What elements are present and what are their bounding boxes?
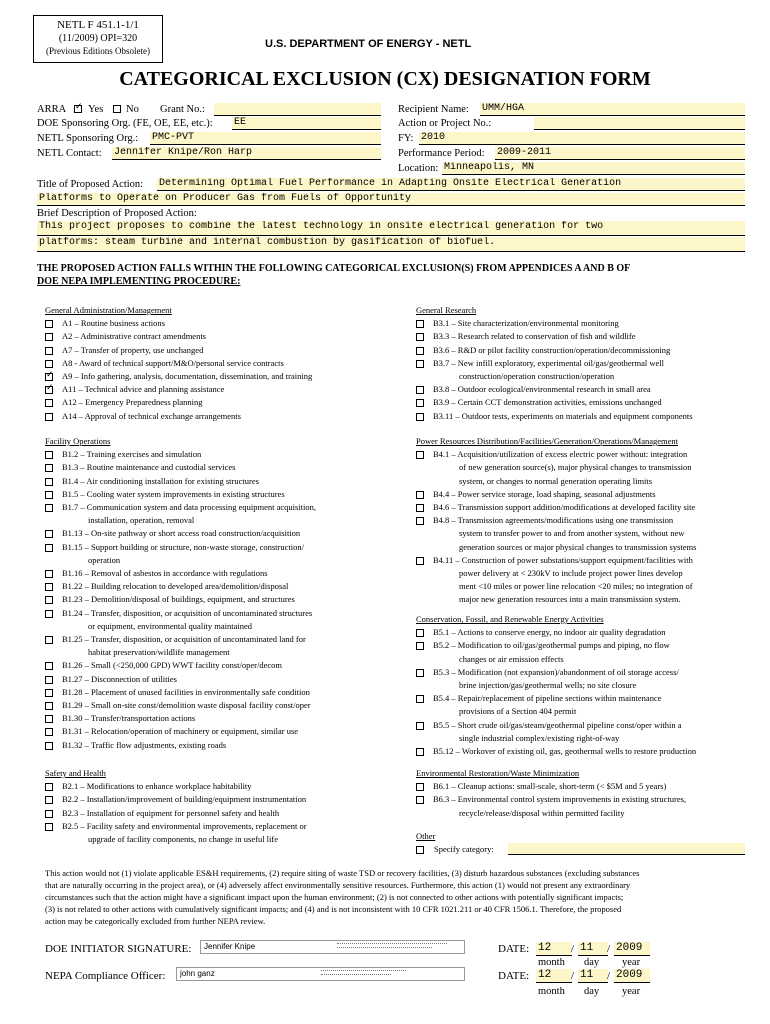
other-specify-field[interactable] [508, 843, 745, 855]
general-admin-item-label: A1 – Routine business actions [62, 318, 165, 329]
facility-operations-item-label: B1.22 – Building relocation to developed area/demolition/disposal [62, 581, 289, 592]
conservation-fossil-renewable-item-label: B5.1 – Actions to conserve energy, no indoor air quality degradation [433, 627, 666, 638]
action-field[interactable] [534, 117, 745, 130]
statement-line1: THE PROPOSED ACTION FALLS WITHIN THE FOLLOWING CATEGORICAL EXCLUSION(S) FROM APPENDICES A AND B OF [37, 263, 631, 274]
power-resources-item-label: major new generation resources into a main transmission system. [459, 594, 681, 605]
doe-org-field[interactable]: EE [232, 117, 381, 130]
facility-operations-item-label: B1.2 – Training exercises and simulation [62, 449, 202, 460]
date1-month-caption: month [538, 957, 565, 968]
netl-org-field[interactable]: PMC-PVT [150, 132, 381, 145]
facility-operations-checkbox[interactable] [45, 662, 53, 670]
conservation-fossil-renewable-item-label: single industrial complex/existing right-of-way [459, 732, 620, 743]
digital-signature-mark [337, 943, 447, 946]
facility-operations-item-label: B1.16 – Removal of asbestos in accordance with regulations [62, 568, 268, 578]
conservation-fossil-renewable-checkbox[interactable] [416, 722, 424, 730]
facility-operations-item-label: B1.32 – Traffic flow adjustments, existing roads [62, 739, 227, 750]
conservation-fossil-renewable-checkbox[interactable] [416, 629, 424, 637]
environmental-restoration-item-label: recycle/release/disposal within permitted facility [459, 807, 625, 818]
netl-contact-field[interactable]: Jennifer Knipe/Ron Harp [112, 147, 381, 160]
safety-and-health-item-label: B2.2 – Installation/improvement of building/equipment instrumentation [62, 794, 307, 805]
other-checkbox[interactable] [416, 846, 424, 854]
general-admin-checkbox[interactable] [45, 373, 53, 381]
initiator-name: Jennifer Knipe [204, 942, 256, 951]
facility-operations-checkbox[interactable] [45, 610, 53, 618]
power-resources-checkbox[interactable] [416, 491, 424, 499]
general-research-item-label: B3.7 – New infill exploratory, experimental oil/gas/geothermal well [433, 357, 665, 368]
location-label: Location: [398, 163, 439, 174]
safety-and-health-checkbox[interactable] [45, 783, 53, 791]
disclaimer-line: (3) is not related to other actions with cumulatively significant impacts; and (4) and is not inconsistent with 10 CFR 1021.211 or 40 CFR 1506.1. Therefore, the proposed [45, 904, 622, 914]
initiator-signature-label: DOE INITIATOR SIGNATURE: [45, 943, 192, 955]
facility-operations-checkbox[interactable] [45, 689, 53, 697]
conservation-fossil-renewable-item-label: B5.12 – Workover of existing oil, gas, geothermal wells to restore production [433, 746, 697, 756]
general-admin-checkbox[interactable] [45, 320, 53, 328]
general-admin-checkbox[interactable] [45, 333, 53, 341]
general-research-item-label: construction/operation construction/operation [459, 371, 615, 381]
disclaimer-line: that are naturally occurring in the project area), or (4) adversely affect environmentally sensitive resources. Furthermore, this action (1) would not present any extraordinary [45, 880, 631, 890]
title-field-line2[interactable]: Platforms to Operate on Producer Gas from Fuels of Opportunity [37, 193, 745, 206]
facility-operations-item-label: B1.29 – Small on-site const/demolition waste disposal facility const/oper [62, 700, 311, 710]
facility-operations-item-label: B1.27 – Disconnection of utilities [62, 673, 177, 684]
facility-operations-item-label: B1.15 – Support building or structure, non-waste storage, construction/ [62, 541, 304, 552]
digital-signature-mark [321, 970, 406, 973]
environmental-restoration-item-label: B6.1 – Cleanup actions: small-scale, short-term (< $5M and 5 years) [433, 781, 667, 792]
general-admin-section-title: General Administration/Management [45, 305, 172, 315]
power-resources-item-label: generation sources or major physical changes to transmission systems [459, 541, 697, 552]
arra-no-checkbox[interactable] [113, 105, 121, 113]
officer-name: john ganz [180, 969, 215, 978]
general-research-item-label: B3.3 – Research related to conservation of fish and wildlife [433, 331, 636, 342]
location-field[interactable]: Minneapolis, MN [442, 162, 745, 175]
disclaimer-line: circumstances such that the action might have a significant impact upon the human environment; (2) is not connected to other actions with potentially significant impacts; [45, 892, 624, 902]
facility-operations-checkbox[interactable] [45, 728, 53, 736]
netl-contact-label: NETL Contact: [37, 148, 102, 159]
digital-signature-mark [321, 974, 391, 977]
general-admin-checkbox[interactable] [45, 347, 53, 355]
conservation-fossil-renewable-item-label: B5.2 – Modification to oil/gas/geothermal pumps and piping, no flow [433, 640, 670, 651]
safety-and-health-section-title: Safety and Health [45, 768, 106, 778]
general-admin-checkbox[interactable] [45, 399, 53, 407]
date1-year-caption: year [622, 957, 641, 968]
general-admin-item-label: A8 - Award of technical support/M&O/personal service contracts [62, 357, 284, 368]
facility-operations-item-label: B1.25 – Transfer, disposition, or acquisition of uncontaminated land for [62, 634, 306, 644]
safety-and-health-checkbox[interactable] [45, 823, 53, 831]
period-label: Performance Period: [398, 148, 485, 159]
facility-operations-item-label: B1.28 – Placement of unused facilities in environmentally safe condition [62, 686, 310, 697]
general-admin-item-label: A12 – Emergency Preparedness planning [62, 397, 203, 408]
date1-month-field[interactable]: 12 [536, 942, 572, 956]
facility-operations-checkbox[interactable] [45, 676, 53, 684]
conservation-fossil-renewable-checkbox[interactable] [416, 642, 424, 650]
disclaimer-line: action may be categorically excluded from further NEPA review. [45, 916, 266, 926]
facility-operations-checkbox[interactable] [45, 504, 53, 512]
facility-operations-item-label: B1.7 – Communication system and data processing equipment acquisition, [62, 502, 317, 512]
date2-day-field[interactable]: 11 [578, 969, 608, 983]
facility-operations-item-label: or equipment, environmental quality maintained [88, 620, 253, 631]
recipient-label: Recipient Name: [398, 104, 469, 115]
conservation-fossil-renewable-item-label: B5.4 – Repair/replacement of pipeline sections within maintenance [433, 693, 662, 704]
general-research-checkbox[interactable] [416, 386, 424, 394]
arra-label: ARRA [37, 104, 67, 115]
disclaimer-line: This action would not (1) violate applicable ES&H requirements, (2) require siting of waste TSD or recovery facilities, (3) disturb hazardous substances (excluding substances [45, 868, 640, 878]
facility-operations-item-label: B1.5 – Cooling water system improvements in existing structures [62, 488, 285, 499]
facility-operations-section-title: Facility Operations [45, 436, 111, 446]
facility-operations-checkbox[interactable] [45, 715, 53, 723]
facility-operations-checkbox[interactable] [45, 596, 53, 604]
facility-operations-checkbox[interactable] [45, 742, 53, 750]
general-research-item-label: B3.8 – Outdoor ecological/environmental research in small area [433, 384, 651, 395]
page-title: CATEGORICAL EXCLUSION (CX) DESIGNATION FORM [119, 68, 651, 90]
form-note: (Previous Editions Obsolete) [46, 46, 150, 56]
safety-and-health-item-label: B2.1 – Modifications to enhance workplace habitability [62, 781, 252, 792]
initiator-signature-field[interactable] [200, 940, 465, 954]
date1-sep: / [607, 943, 611, 955]
brief-label: Brief Description of Proposed Action: [37, 208, 197, 219]
period-field[interactable]: 2009-2011 [495, 147, 745, 160]
recipient-field[interactable]: UMM/HGA [480, 103, 745, 116]
facility-operations-checkbox[interactable] [45, 530, 53, 538]
agency-name: U.S. DEPARTMENT OF ENERGY - NETL [265, 38, 472, 50]
environmental-restoration-checkbox[interactable] [416, 783, 424, 791]
arra-yes-label: Yes [88, 104, 104, 115]
facility-operations-checkbox[interactable] [45, 464, 53, 472]
power-resources-item-label: power delivery at < 230kV to include project power lines develop [459, 568, 683, 578]
disclaimer [45, 867, 639, 927]
conservation-fossil-renewable-checkbox[interactable] [416, 669, 424, 677]
power-resources-section-title: Power Resources Distribution/Facilities/Generation/Operations/Management [416, 436, 679, 446]
power-resources-checkbox[interactable] [416, 557, 424, 565]
title-label: Title of Proposed Action: [37, 179, 144, 190]
general-admin-item-label: A11 – Technical advice and planning assistance [62, 384, 225, 395]
facility-operations-item-label: B1.4 – Air conditioning installation for existing structures [62, 475, 259, 486]
safety-and-health-checkbox[interactable] [45, 796, 53, 804]
brief-field-line1[interactable]: This project proposes to combine the latest technology in onsite electrical generation for two [37, 221, 745, 236]
facility-operations-item-label: B1.31 – Relocation/operation of machinery or equipment, similar use [62, 726, 299, 737]
facility-operations-item-label: B1.23 – Demolition/disposal of buildings, equipment, and structures [62, 594, 295, 605]
brief-field-line2[interactable]: platforms: steam turbine and internal combustion by gasification of biofuel. [37, 237, 745, 252]
facility-operations-checkbox[interactable] [45, 636, 53, 644]
general-research-section-title: General Research [416, 305, 477, 315]
general-admin-checkbox[interactable] [45, 360, 53, 368]
general-research-checkbox[interactable] [416, 360, 424, 368]
arra-no-label: No [126, 104, 139, 115]
fy-label: FY: [398, 133, 414, 144]
date1-day-field[interactable]: 11 [578, 942, 608, 956]
general-research-checkbox[interactable] [416, 347, 424, 355]
date2-year-caption: year [622, 986, 641, 997]
general-research-item-label: B3.6 – R&D or pilot facility construction/operation/decommissioning [433, 344, 671, 355]
power-resources-item-label: ment <10 miles or power line relocation <20 miles; no integration of [459, 581, 693, 592]
environmental-restoration-item-label: B6.3 – Environmental control system improvements in existing structures, [433, 794, 687, 805]
facility-operations-item-label: B1.30 – Transfer/transportation actions [62, 713, 196, 724]
facility-operations-item-label: habitat preservation/wildlife management [88, 647, 230, 658]
statement-line2: DOE NEPA IMPLEMENTING PROCEDURE: [37, 276, 241, 287]
power-resources-item-label: of new generation source(s), major physical changes to transmission [459, 462, 692, 473]
general-research-item-label: B3.11 – Outdoor tests, experiments on materials and equipment components [433, 410, 693, 421]
general-research-item-label: B3.1 – Site characterization/environmental monitoring [433, 318, 619, 329]
facility-operations-item-label: B1.24 – Transfer, disposition, or acquisition of uncontaminated structures [62, 607, 313, 618]
general-research-checkbox[interactable] [416, 333, 424, 341]
date2-month-caption: month [538, 986, 565, 997]
power-resources-item-label: B4.11 – Construction of power substations/support equipment/facilities with [433, 554, 693, 565]
facility-operations-item-label: B1.13 – On-site pathway or short access road construction/acquisition [62, 528, 301, 539]
power-resources-item-label: system, or changes to normal generation operating limits [459, 475, 653, 486]
conservation-fossil-renewable-item-label: brine injection/gas/geothermal wells; no site closure [459, 680, 637, 690]
conservation-fossil-renewable-item-label: changes or air emission effects [459, 653, 564, 664]
facility-operations-checkbox[interactable] [45, 544, 53, 552]
conservation-fossil-renewable-item-label: B5.3 – Modification (not expansion)/abandonment of oil storage access/ [433, 666, 679, 677]
date2-label: DATE: [498, 970, 530, 982]
power-resources-item-label: B4.6 – Transmission support addition/modifications at developed facility site [433, 502, 696, 512]
action-label: Action or Project No.: [398, 118, 492, 129]
date1-sep: / [571, 943, 575, 955]
nepa-officer-signature-field[interactable] [176, 967, 465, 981]
form-number-box [33, 15, 163, 63]
general-admin-item-label: A9 – Info gathering, analysis, documentation, dissemination, and training [62, 371, 313, 381]
form-date: (11/2009) OPI=320 [58, 33, 138, 44]
safety-and-health-item-label: B2.5 – Facility safety and environmental improvements, replacement or [62, 820, 307, 831]
general-research-checkbox[interactable] [416, 320, 424, 328]
facility-operations-checkbox[interactable] [45, 570, 53, 578]
environmental-restoration-checkbox[interactable] [416, 796, 424, 804]
arra-yes-checkbox[interactable] [74, 105, 82, 113]
conservation-fossil-renewable-item-label: B5.5 – Short crude oil/gas/steam/geothermal pipeline const/oper within a [433, 719, 682, 730]
safety-and-health-item-label: upgrade of facility components, no change in useful life [88, 834, 279, 844]
other-specify-label: Specify category: [434, 844, 494, 854]
form-number: NETL F 451.1-1/1 [57, 19, 139, 31]
date1-year-field[interactable]: 2009 [614, 942, 650, 956]
conservation-fossil-renewable-item-label: provisions of a Section 404 permit [459, 706, 577, 717]
power-resources-checkbox[interactable] [416, 504, 424, 512]
general-research-checkbox[interactable] [416, 413, 424, 421]
power-resources-item-label: system to transfer power to and from another system, without new [459, 528, 685, 539]
facility-operations-checkbox[interactable] [45, 451, 53, 459]
safety-and-health-checkbox[interactable] [45, 810, 53, 818]
facility-operations-item-label: B1.26 – Small (<250,000 GPD) WWT facility const/oper/decom [62, 660, 283, 671]
fy-field[interactable]: 2010 [419, 132, 745, 145]
general-research-checkbox[interactable] [416, 399, 424, 407]
conservation-fossil-renewable-checkbox[interactable] [416, 695, 424, 703]
facility-operations-item-label: operation [88, 554, 121, 565]
facility-operations-checkbox[interactable] [45, 583, 53, 591]
facility-operations-checkbox[interactable] [45, 491, 53, 499]
power-resources-item-label: B4.1 – Acquisition/utilization of excess electric power without: integration [433, 449, 688, 460]
digital-signature-mark [337, 947, 432, 950]
general-admin-item-label: A14 – Approval of technical exchange arrangements [62, 410, 241, 421]
power-resources-checkbox[interactable] [416, 451, 424, 459]
general-research-item-label: B3.9 – Certain CCT demonstration activities, emissions unchanged [433, 397, 662, 408]
netl-org-label: NETL Sponsoring Org.: [37, 133, 139, 144]
facility-operations-checkbox[interactable] [45, 702, 53, 710]
power-resources-checkbox[interactable] [416, 517, 424, 525]
general-admin-checkbox[interactable] [45, 386, 53, 394]
date2-day-caption: day [584, 986, 600, 997]
general-admin-checkbox[interactable] [45, 413, 53, 421]
grant-label: Grant No.: [160, 104, 205, 115]
general-admin-item-label: A2 – Administrative contract amendments [62, 331, 206, 342]
facility-operations-item-label: installation, operation, removal [88, 515, 195, 526]
facility-operations-item-label: B1.3 – Routine maintenance and custodial services [62, 462, 236, 473]
other-section-title: Other [416, 831, 436, 841]
date2-year-field[interactable]: 2009 [614, 969, 650, 983]
grant-field[interactable] [214, 103, 381, 116]
power-resources-item-label: B4.8 – Transmission agreements/modifications using one transmission [433, 515, 674, 526]
date2-sep: / [607, 970, 611, 982]
safety-and-health-item-label: B2.3 – Installation of equipment for personnel safety and health [62, 807, 280, 818]
power-resources-item-label: B4.4 – Power service storage, load shaping, seasonal adjustments [433, 488, 656, 499]
date2-month-field[interactable]: 12 [536, 969, 572, 983]
date2-sep: / [571, 970, 575, 982]
facility-operations-checkbox[interactable] [45, 478, 53, 486]
conservation-fossil-renewable-checkbox[interactable] [416, 748, 424, 756]
environmental-restoration-section-title: Environmental Restoration/Waste Minimization [416, 768, 580, 778]
title-field-line1[interactable]: Determining Optimal Fuel Performance in Adapting Onsite Electrical Generation [157, 178, 745, 191]
conservation-fossil-renewable-section-title: Conservation, Fossil, and Renewable Energy Activities [416, 614, 604, 624]
nepa-officer-label: NEPA Compliance Officer: [45, 970, 166, 982]
date1-label: DATE: [498, 943, 530, 955]
doe-org-label: DOE Sponsoring Org. (FE, OE, EE, etc.): [37, 118, 213, 129]
date1-day-caption: day [584, 957, 600, 968]
general-admin-item-label: A7 – Transfer of property, use unchanged [62, 344, 204, 355]
